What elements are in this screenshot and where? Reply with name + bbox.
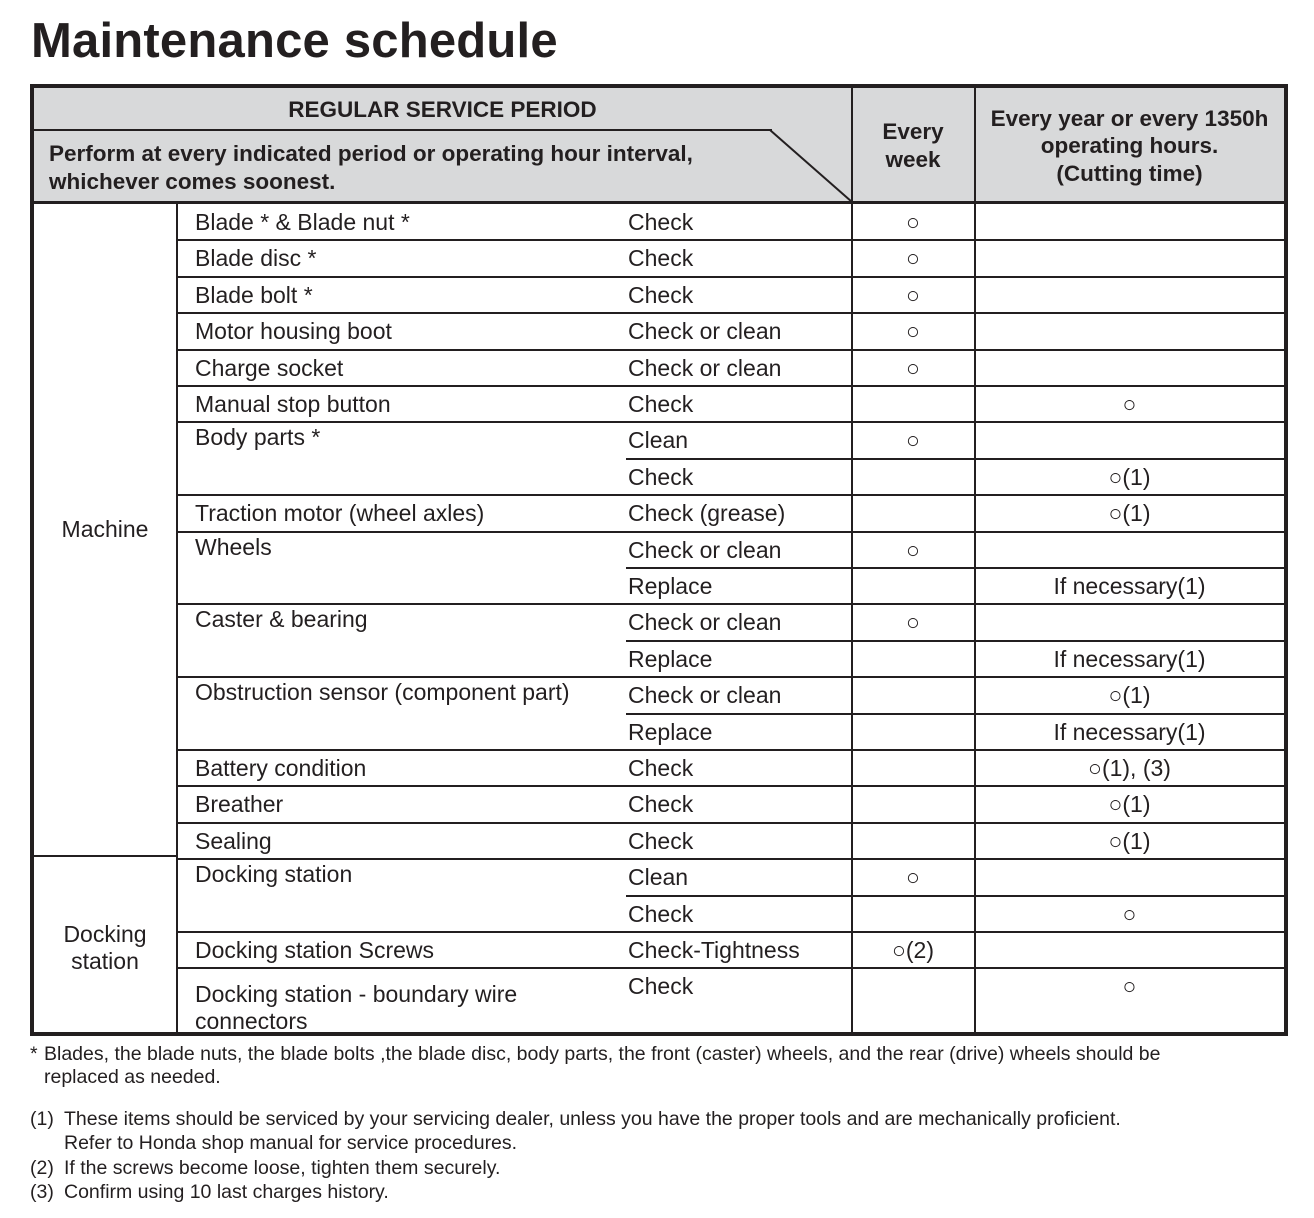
table-row-action: Clean xyxy=(628,427,689,454)
table-row-year-mark: ○(1) xyxy=(1108,791,1151,818)
instruction-line-2: whichever comes soonest. xyxy=(49,169,336,194)
footnote-2-marker: (2) xyxy=(30,1157,54,1179)
table-row-item: Blade bolt * xyxy=(195,281,313,308)
table-row-week-mark: ○ xyxy=(906,864,920,891)
table-row-week-mark: ○ xyxy=(906,281,920,308)
footnote-1-line-1: These items should be serviced by your servicing dealer, unless you have the proper tools and are mechanically proficient. xyxy=(64,1108,1121,1130)
table-row-action: Clean xyxy=(628,864,689,891)
table-row-year-mark: If necessary(1) xyxy=(1053,573,1206,599)
row-divider xyxy=(177,421,1284,423)
table-row-week-mark: ○ xyxy=(906,245,920,272)
table-row-action: Check-Tightness xyxy=(628,937,800,963)
instruction-line-1: Perform at every indicated period or operating hour interval, xyxy=(49,141,693,166)
table-row-year-mark: ○(1) xyxy=(1108,827,1151,854)
every-week-header-line-1: Every xyxy=(882,119,944,144)
table-row-item: Motor housing boot xyxy=(195,318,392,345)
table-row-year-mark: ○ xyxy=(1122,973,1137,1000)
table-row-year-mark: If necessary(1) xyxy=(1053,645,1206,672)
table-row-item: Docking station - boundary wire xyxy=(195,981,518,1008)
table-row-item: Charge socket xyxy=(195,354,344,381)
table-row-item: Battery condition xyxy=(195,755,367,781)
table-row-item-line-2: connectors xyxy=(195,1008,308,1035)
table-row-week-mark: ○ xyxy=(906,609,920,636)
table-row-action: Replace xyxy=(628,718,713,745)
table-row-action: Check (grease) xyxy=(628,500,786,527)
table-row-action: Check xyxy=(628,973,694,1000)
regular-service-period-header: REGULAR SERVICE PERIOD xyxy=(288,97,597,122)
table-row-year-mark: If necessary(1) xyxy=(1053,718,1206,745)
row-divider xyxy=(177,603,1284,605)
footnote-1-line-2: Refer to Honda shop manual for service procedures. xyxy=(64,1132,518,1154)
table-row-item: Blade * & Blade nut * xyxy=(195,209,410,235)
footnote-3-line-1: Confirm using 10 last charges history. xyxy=(64,1181,389,1203)
table-row-year-mark: ○ xyxy=(1122,900,1137,927)
table-row-item: Wheels xyxy=(195,533,272,560)
row-divider xyxy=(177,676,1284,678)
table-row-year-mark: ○(1) xyxy=(1108,463,1151,490)
row-divider xyxy=(177,239,1284,241)
table-row-year-mark: ○(1) xyxy=(1108,682,1151,709)
table-row-action: Check xyxy=(628,391,694,417)
row-divider xyxy=(177,276,1284,278)
table-row-item: Docking station xyxy=(195,861,353,888)
table-row-week-mark: ○ xyxy=(906,209,920,235)
table-row-action: Check xyxy=(628,827,694,854)
table-row-action: Check xyxy=(628,463,694,490)
row-divider xyxy=(177,785,1284,787)
table-row-item: Sealing xyxy=(195,827,272,854)
table-row-action: Replace xyxy=(628,645,713,672)
group-divider xyxy=(34,855,177,857)
row-divider xyxy=(177,749,1284,751)
group-label-docking-line-2: station xyxy=(71,948,139,974)
row-divider xyxy=(626,458,1284,460)
table-row-item: Manual stop button xyxy=(195,391,391,417)
page-title: Maintenance schedule xyxy=(31,14,558,68)
table-row-item: Body parts * xyxy=(195,424,321,451)
footnote-1-marker: (1) xyxy=(30,1108,54,1130)
footnote-3-marker: (3) xyxy=(30,1181,54,1203)
every-week-header-line-2: week xyxy=(885,147,941,172)
every-year-header-line-3: (Cutting time) xyxy=(1056,161,1203,186)
group-label-machine: Machine xyxy=(61,516,149,542)
row-divider xyxy=(177,931,1284,933)
table-row-action: Check or clean xyxy=(628,609,782,636)
table-row-week-mark: ○(2) xyxy=(891,937,934,963)
table-row-week-mark: ○ xyxy=(906,318,920,345)
row-divider xyxy=(177,349,1284,351)
column-rule-year xyxy=(974,88,976,1032)
table-row-action: Check xyxy=(628,900,694,927)
row-divider xyxy=(177,858,1284,860)
row-divider xyxy=(626,713,1284,715)
table-row-action: Check or clean xyxy=(628,354,782,381)
table-row-week-mark: ○ xyxy=(906,427,920,454)
table-row-action: Check or clean xyxy=(628,682,782,709)
footnote-star-line-1: Blades, the blade nuts, the blade bolts ,the blade disc, body parts, the front (caster) wheels, and the rear (drive) wheels should be xyxy=(44,1043,1161,1065)
footnote-star-marker: * xyxy=(30,1043,38,1065)
footnote-2-line-1: If the screws become loose, tighten them securely. xyxy=(64,1157,501,1179)
table-row-action: Check xyxy=(628,791,694,818)
table-row-week-mark: ○ xyxy=(906,354,920,381)
group-label-docking-line-1: Docking xyxy=(63,921,147,947)
table-row-action: Replace xyxy=(628,573,713,599)
table-row-item: Docking station Screws xyxy=(195,937,435,963)
every-year-header-line-2: operating hours. xyxy=(1040,133,1219,158)
row-divider xyxy=(626,895,1284,897)
table-row-item: Breather xyxy=(195,791,284,818)
row-divider xyxy=(626,640,1284,642)
table-row-item: Obstruction sensor (component part) xyxy=(195,679,570,706)
row-divider xyxy=(177,494,1284,496)
table-row-action: Check or clean xyxy=(628,536,782,563)
column-rule-group xyxy=(176,202,178,1032)
table-row-year-mark: ○(1) xyxy=(1108,500,1151,527)
table-row-item: Caster & bearing xyxy=(195,606,368,633)
maintenance-table xyxy=(30,84,1288,1036)
footnote-star-line-2: replaced as needed. xyxy=(44,1066,221,1088)
every-year-header-line-1: Every year or every 1350h xyxy=(990,106,1269,131)
row-divider xyxy=(177,967,1284,969)
row-divider xyxy=(177,531,1284,533)
table-row-year-mark: ○ xyxy=(1122,391,1137,417)
table-row-action: Check xyxy=(628,245,694,272)
table-row-action: Check or clean xyxy=(628,318,782,345)
row-divider xyxy=(177,312,1284,314)
row-divider xyxy=(177,385,1284,387)
table-row-action: Check xyxy=(628,209,694,235)
table-row-action: Check xyxy=(628,755,694,781)
table-row-item: Blade disc * xyxy=(195,245,317,272)
table-row-action: Check xyxy=(628,281,694,308)
table-row-item: Traction motor (wheel axles) xyxy=(195,500,485,527)
table-row-week-mark: ○ xyxy=(906,536,920,563)
row-divider xyxy=(177,822,1284,824)
row-divider xyxy=(626,567,1284,569)
table-row-year-mark: ○(1), (3) xyxy=(1088,755,1171,781)
